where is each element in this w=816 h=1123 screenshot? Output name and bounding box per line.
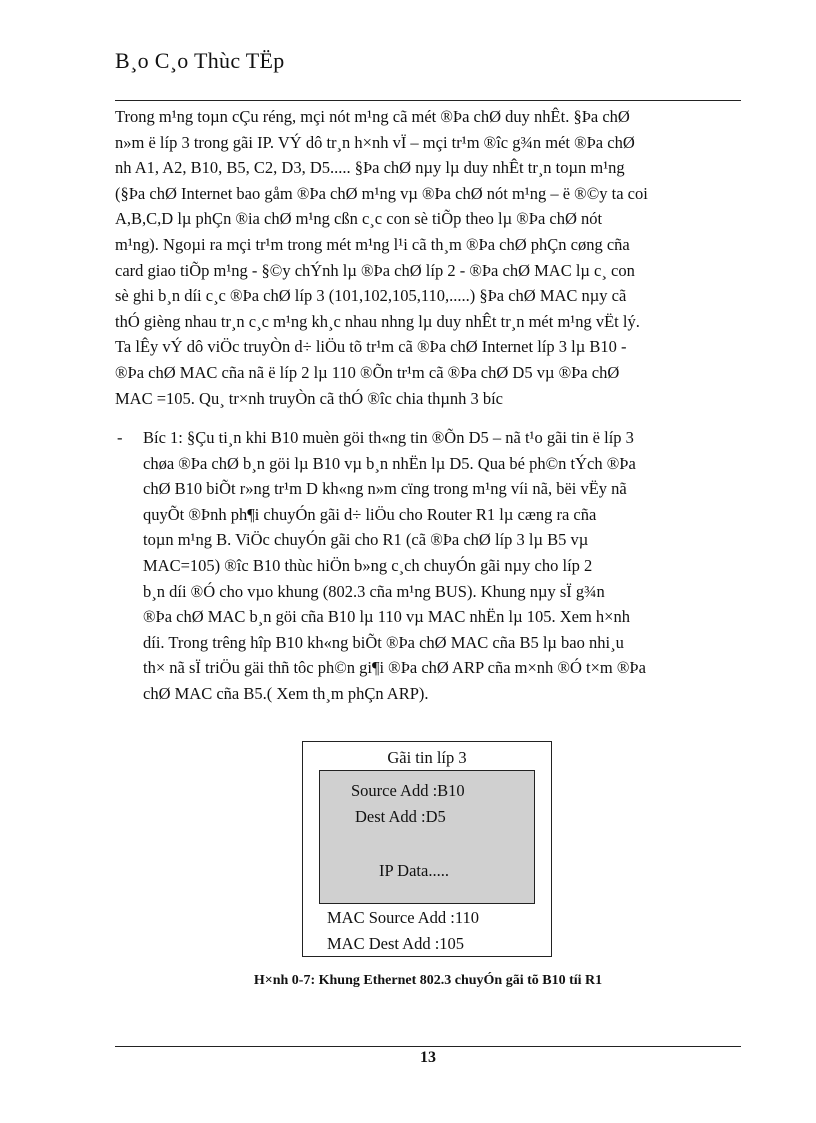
body-line: Trong m¹ng toµn cÇu réng, mçi nót m¹ng cã mét ®Þa chØ duy nhÊt. §Þa chØ [115,107,630,126]
body-line: sè ghi b¸n díi c¸c ®Þa chØ líp 3 (101,102,105,110,.....) §Þa chØ MAC nµy cã [115,286,627,306]
bullet-line: MAC=105) ®îc B10 thùc hiÖn b»ng c¸ch chuyÓn gãi nµy cho líp 2 [143,555,593,575]
bullet-line: b¸n díi ®Ó cho vµo khung (802.3 cña m¹ng BUS). Khung nµy sÏ g¾n [143,581,605,601]
step-1-bullet [115,425,739,707]
mac-source-label: MAC Source Add :110 [327,908,480,927]
bullet-line: quyÕt ®Þnh ph¶i chuyÓn gãi d÷ liÖu cho Router R1 lµ cæng ra cña [143,504,597,524]
header-divider [115,100,741,101]
mac-dest-label: MAC Dest Add :105 [327,934,465,953]
page-header-title: B¸o C¸o Thùc TËp [115,48,285,73]
ip-data-label: IP Data..... [379,861,449,880]
body-line: nh A1, A2, B10, B5, C2, D3, D5..... §Þa chØ nµy lµ duy nhÊt tr¸n toµn m¹ng [115,158,625,178]
bullet-line: th× nã sÏ triÖu gäi thñ tôc ph©n gi¶i ®Þa chØ ARP cña m×nh ®Ó t×m ®Þa [143,658,646,678]
bullet-text [143,425,739,707]
ip-packet-box [319,770,535,904]
body-line: thÓ gièng nhau tr¸n c¸c m¹ng kh¸c nhau nhng lµ duy nhÊt tr¸n mét m¹ng vËt lý. [115,311,640,331]
body-line: A,B,C,D lµ phÇn ®ia chØ m¹ng cßn c¸c con sè tiÕp theo lµ ®Þa chØ nót [115,209,603,229]
body-paragraph [115,104,739,411]
body-line: card giao tiÕp m¹ng - §©y chÝnh lµ ®Þa chØ líp 2 - ®Þa chØ MAC lµ c¸ con [115,260,635,280]
body-line: ®Þa chØ MAC cña nã ë líp 2 lµ 110 ®Õn tr¹m cã ®Þa chØ D5 vµ ®Þa chØ [115,362,620,382]
bullet-line: toµn m¹ng B. ViÖc chuyÓn gãi cho R1 (cã ®Þa chØ líp 3 lµ B5 vµ [143,530,589,550]
dest-add-label: Dest Add :D5 [355,807,446,826]
body-line: n»m ë líp 3 trong gãi IP. VÝ dô tr¸n h×nh vÏ – mçi tr¹m ®îc g¾n mét ®Þa chØ [115,132,635,152]
bullet-line: chØ B10 biÕt r»ng tr¹m D kh«ng n»m cïng trong m¹ng víi nã, bëi vËy nã [143,479,627,499]
bullet-dash: - [117,428,123,447]
bullet-line: ®Þa chØ MAC b¸n göi cña B10 lµ 110 vµ MAC nhËn lµ 105. Xem h×nh [143,607,630,627]
ethernet-frame-diagram [302,741,552,957]
body-line: Ta lÊy vÝ dô viÖc truyÒn d÷ liÖu tõ tr¹m cã ®Þa chØ Internet líp 3 lµ B10 - [115,337,627,357]
source-add-label: Source Add :B10 [351,781,465,800]
body-line: MAC =105. Qu¸ tr×nh truyÒn cã thÓ ®îc chia thµnh 3 bíc [115,388,504,408]
page-number: 13 [420,1049,436,1066]
bullet-line: díi. Trong trêng hîp B10 kh«ng biÕt ®Þa chØ MAC cña B5 lµ bao nhi¸u [143,632,624,652]
body-line: m¹ng). Ngoµi ra mçi tr¹m trong mét m¹ng l¹i cã th¸m ®Þa chØ phÇn cøng cña [115,234,630,254]
bullet-line: chØ MAC cña B5.( Xem th¸m phÇn ARP). [143,683,429,703]
bullet-line: Bíc 1: §Çu ti¸n khi B10 muèn göi th«ng tin ®Õn D5 – nã t¹o gãi tin ë líp 3 [143,428,634,447]
footer-divider [115,1046,741,1047]
body-line: (§Þa chØ Internet bao gåm ®Þa chØ m¹ng vµ ®Þa chØ nót m¹ng – ë ®©y ta coi [115,183,648,203]
frame-title: Gãi tin líp 3 [387,748,467,767]
bullet-line: chøa ®Þa chØ b¸n göi lµ B10 vµ b¸n nhËn lµ D5. Qua bé ph©n tÝch ®Þa [143,453,636,473]
figure-caption: H×nh 0-7: Khung Ethernet 802.3 chuyÓn gãi tõ B10 tíi R1 [253,973,603,988]
